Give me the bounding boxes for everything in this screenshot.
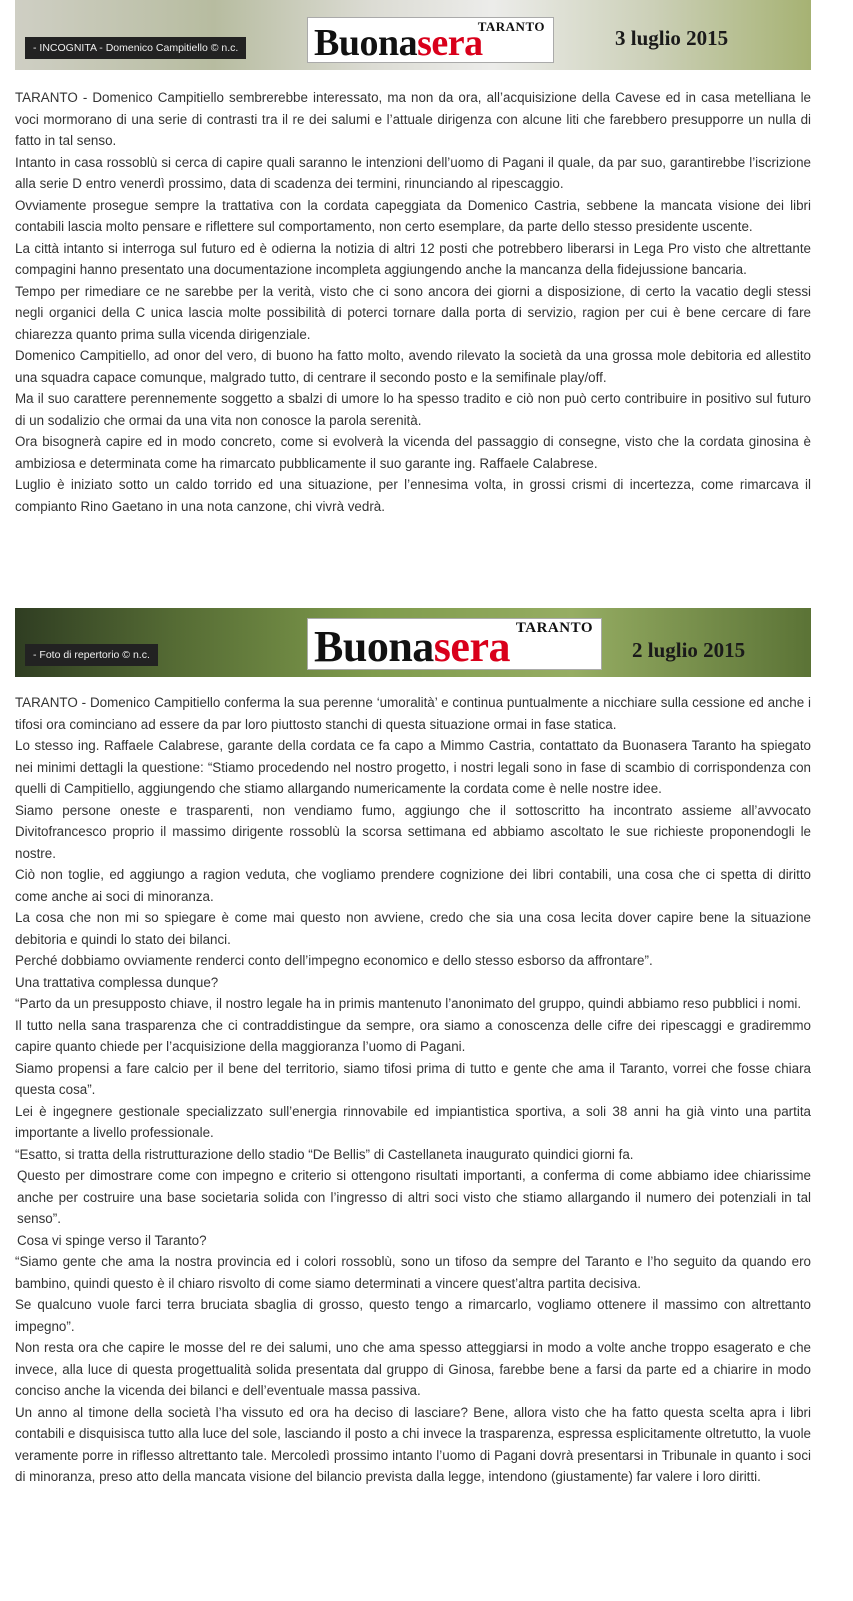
photo-caption: - Foto di repertorio © n.c. <box>25 644 158 666</box>
logo-city: TARANTO <box>477 19 545 34</box>
paragraph: “Siamo gente che ama la nostra provincia ed i colori rossoblù, sono un tifoso da sempre del Taranto e l’ho seguito da quando ero bambino, quindi questo è il chiaro risvolto di come siamo determinati a vincere quest’altra partita decisiva. <box>15 1254 811 1291</box>
paragraph: TARANTO - Domenico Campitiello sembrerebbe interessato, ma non da ora, all’acquisizione della Cavese ed in casa metelliana le voci mormorano di una serie di contrasti tra il re dei salumi e l’attuale dirigenza con alcune liti che farebbero presupporre un nulla di fatto in tal senso. <box>15 90 811 148</box>
paragraph: Cosa vi spinge verso il Taranto? <box>17 1232 207 1248</box>
paragraph: Perché dobbiamo ovviamente renderci conto dell’impegno economico e dello stesso esborso da affrontare”. <box>15 953 653 968</box>
logo-name: Buonasera <box>314 22 483 64</box>
paragraph: Il tutto nella sana trasparenza che ci contraddistingue da sempre, ora siamo a conoscenza delle cifre dei ripescaggi e gradiremmo capire quanto chiede per l’acquisizione della maggioranza l’uomo di Pagani. <box>15 1017 811 1054</box>
paragraph: Non resta ora che capire le mosse del re dei salumi, uno che ama spesso atteggiarsi in modo a volte anche troppo esagerato e che invece, alla luce di questa progettualità solida presentata dal gruppo di Ginosa, farebbe bene a farsi da parte ed a chiarire in modo conciso anche la vicenda dei bilanci e dell’eventuale massa passiva. <box>15 1340 811 1398</box>
paragraph: “Esatto, si tratta della ristrutturazione dello stadio “De Bellis” di Castellaneta inaugurato quindici giorni fa. <box>15 1146 634 1162</box>
paragraph: Se qualcuno vuole farci terra bruciata sbaglia di grosso, questo tengo a rimarcarlo, vogliamo ottenere il massimo con altrettanto impegno”. <box>15 1297 811 1334</box>
paragraph: Siamo persone oneste e trasparenti, non vendiamo fumo, aggiungo che il sottoscritto ha incontrato assieme all’avvocato Divitofrancesco proprio il massimo dirigente rossoblù la scorsa settimana ed abbiamo ascoltato le sue richieste proponendogli le nostre. <box>15 802 811 861</box>
paragraph: Luglio è iniziato sotto un caldo torrido ed una situazione, per l’ennesima volta, in grossi crismi di incertezza, come rimarcava il compianto Rino Gaetano in una nota canzone, chi vivrà vedrà. <box>15 477 811 514</box>
article-date: 2 luglio 2015 <box>632 638 746 662</box>
paragraph: Intanto in casa rossoblù si cerca di capire quali saranno le intenzioni dell’uomo di Pagani il quale, da par suo, garantirebbe l’iscrizione alla serie D entro venerdì prossimo, data di scadenza dei termini, rinunciando al ripescaggio. <box>15 154 811 191</box>
paragraph: Tempo per rimediare ce ne sarebbe per la verità, visto che ci sono ancora dei giorni a disposizione, di certo la vacatio degli stessi negli organici della C unica lascia molte possibilità di poterci tornare dalla porta di servizio, ragion per cui è bene cercare di fare chiarezza quanto prima sulla vicenda dirigenziale. <box>15 283 811 342</box>
article-date: 3 luglio 2015 <box>615 26 729 50</box>
paragraph: “Parto da un presupposto chiave, il nostro legale ha in primis mantenuto l’anonimato del gruppo, quindi abbiamo reso pubblici i nomi. <box>15 996 802 1011</box>
paragraph: Questo per dimostrare come con impegno e criterio si ottengono risultati importanti, a conferma di come abbiamo idee chiarissime anche per costruire una base societaria solida con l’ingresso di altri soci visto che stiamo allargando il numero dei potenziali in tal senso”. <box>17 1168 811 1226</box>
paragraph: TARANTO - Domenico Campitiello conferma la sua perenne ‘umoralità’ e continua puntualmente a nicchiare sulla cessione ed anche i tifosi ora cominciano ad essere da par loro piuttosto stanchi di questa situazione ormai in fase statica. <box>15 695 811 732</box>
paragraph: La cosa che non mi so spiegare è come mai questo non avviene, credo che sia una cosa lecita dover capire bene la situazione debitoria e quindi lo stato dei bilanci. <box>15 910 811 947</box>
paragraph: Lei è ingegnere gestionale specializzato sull’energia rinnovabile ed impiantistica sportiva, a soli 38 anni ha già vinto una partita importante a livello professionale. <box>15 1103 811 1140</box>
logo-name: Buonasera <box>314 622 510 671</box>
logo-city: TARANTO <box>515 620 593 636</box>
newspaper-logo <box>307 618 602 670</box>
article-1-body <box>15 87 811 517</box>
paragraph: La città intanto si interroga sul futuro ed è odierna la notizia di altri 12 posti che potrebbero liberarsi in Lega Pro visto che altrettante compagini hanno presentato una documentazione incompleta aggiungendo anche la mancanza della fidejussione bancaria. <box>15 240 811 277</box>
article-2-banner <box>15 608 811 677</box>
photo-caption: - INCOGNITA - Domenico Campitiello © n.c. <box>25 37 246 59</box>
paragraph: Ma il suo carattere perennemente soggetto a sbalzi di umore lo ha spesso tradito e ciò non può certo contribuire in positivo sul futuro di un sodalizio che ormai da una vita non conosce la parola serenità. <box>15 391 811 428</box>
paragraph: Ovviamente prosegue sempre la trattativa con la cordata capeggiata da Domenico Castria, sebbene la mancata visione dei libri contabili lascia molto pensare e riflettere sul comportamento, non certo esemplare, da parte dello stesso presidente uscente. <box>15 197 811 234</box>
paragraph: Un anno al timone della società l’ha vissuto ed ora ha deciso di lasciare? Bene, allora visto che ha fatto questa scelta apra i libri contabili e disquisisca tutto alla luce del sole, lasciando il posto a chi invece la trasparenza, espressa esplicitamente oltretutto, la vuole veramente porre in riflesso altrettanto tale. Mercoledì prossimo intanto l’uomo di Pagani dovrà presentarsi in Tribunale in quanto i soci di minoranza, preso atto della mancata visione del bilancio prevista dalla legge, intendono (giustamente) far valere i loro diritti. <box>15 1404 811 1484</box>
paragraph: Ciò non toglie, ed aggiungo a ragion veduta, che vogliamo prendere cognizione dei libri contabili, una cosa che ci spetta di diritto come anche ai soci di minoranza. <box>15 867 811 904</box>
paragraph: Siamo propensi a fare calcio per il bene del territorio, siamo tifosi prima di tutto e gente che ama il Taranto, vorrei che fosse chiara questa cosa”. <box>15 1060 811 1097</box>
paragraph: Lo stesso ing. Raffaele Calabrese, garante della cordata ce fa capo a Mimmo Castria, contattato da Buonasera Taranto ha spiegato nei minimi dettagli la questione: “Stiamo procedendo nel nostro progetto, i nostri legali sono in fase di scambio di corrispondenza con quelli di Campitiello, aggiungendo che stiamo allargando numericamente la cordata come è nelle nostre idee. <box>15 738 811 796</box>
paragraph: Ora bisognerà capire ed in modo concreto, come si evolverà la vicenda del passaggio di consegne, visto che la cordata ginosina è ambiziosa e determinata come ha rimarcato pubblicamente il suo garante ing. Raffaele Calabrese. <box>15 434 811 471</box>
article-1-banner <box>15 0 811 70</box>
article-2-body <box>15 692 811 1488</box>
paragraph: Una trattativa complessa dunque? <box>15 974 219 990</box>
paragraph: Domenico Campitiello, ad onor del vero, di buono ha fatto molto, avendo rilevato la società da una grossa mole debitoria ed allestito una squadra capace comunque, malgrado tutto, di centrare il secondo posto e la semifinale play/off. <box>15 348 811 385</box>
newspaper-logo <box>307 17 554 63</box>
